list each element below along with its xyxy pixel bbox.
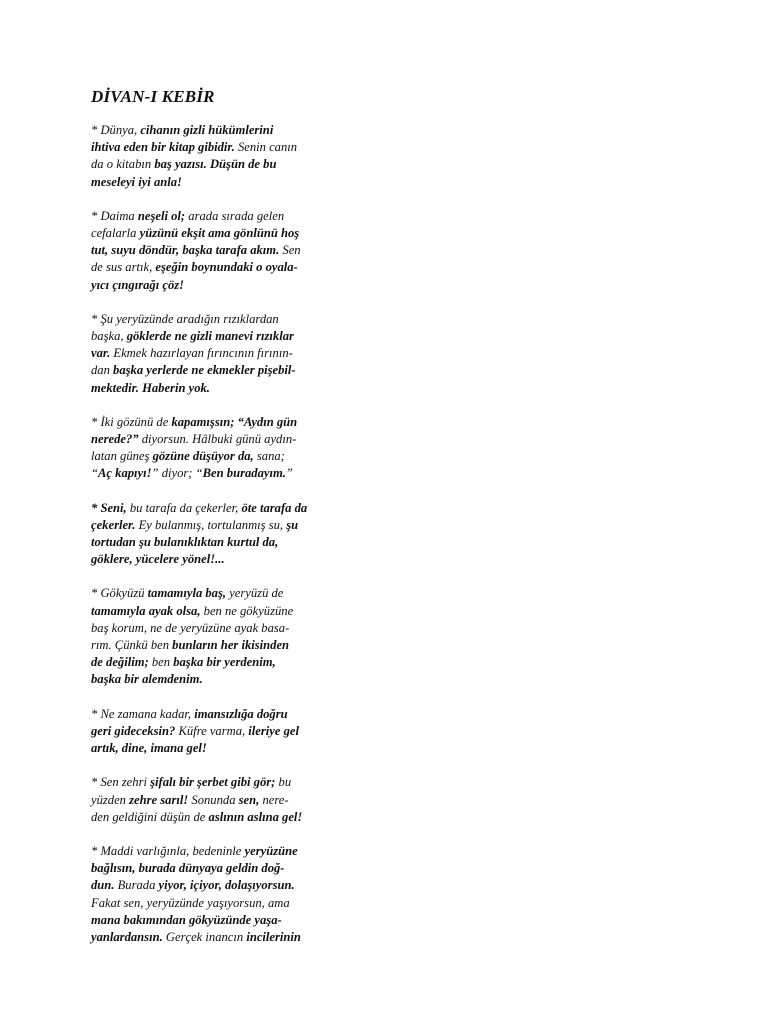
- bold-text: zehre sarıl!: [129, 792, 189, 807]
- regular-text: * İki gözünü de: [91, 414, 172, 429]
- text-line: [91, 259, 371, 276]
- text-line: [91, 156, 371, 173]
- paragraph: [91, 122, 371, 191]
- bold-text: şifalı bir şerbet gibi gör;: [150, 775, 276, 790]
- bold-text: de değilim;: [91, 655, 149, 670]
- regular-text: nere-: [259, 792, 289, 807]
- regular-text: Burada: [114, 878, 159, 893]
- text-line: [91, 380, 371, 397]
- bold-text: öte tarafa da: [241, 500, 308, 515]
- regular-text: Ekmek hazırlayan fırıncının fırının-: [110, 346, 293, 361]
- bold-text: cihanın gizli hükümlerini: [140, 123, 274, 137]
- bold-text: şu: [286, 517, 299, 532]
- bold-text: başka bir yerdenim,: [173, 655, 276, 670]
- text-line: [91, 517, 371, 534]
- bold-text: tamamıyla ayak olsa,: [91, 603, 201, 618]
- regular-text: Ey bulanmış, tortulanmış su,: [135, 517, 287, 532]
- bold-text: başka yerlerde ne ekmekler pişebil-: [113, 363, 296, 378]
- bold-text: gözüne düşüyor da,: [152, 449, 254, 464]
- bold-text: yanlardansın.: [91, 929, 163, 944]
- text-line: [91, 603, 371, 620]
- bold-text: aslının aslına gel!: [208, 809, 303, 824]
- regular-text: * Gökyüzü: [91, 586, 148, 601]
- text-line: [91, 929, 371, 946]
- text-line: [91, 723, 371, 740]
- text-line: [91, 740, 371, 757]
- bold-text: çekerler.: [91, 517, 136, 532]
- bold-text: tut, suyu döndür, başka tarafa akım.: [91, 243, 280, 258]
- bold-text: imansızlığa doğru: [194, 706, 288, 721]
- text-line: [91, 465, 371, 482]
- bold-text: var.: [91, 346, 111, 361]
- text-line: [91, 843, 371, 860]
- bold-text: ihtiva eden bir kitap gibidir.: [91, 140, 235, 155]
- paragraph: [91, 585, 371, 688]
- text-line: [91, 500, 371, 517]
- text-line: [91, 534, 371, 551]
- bold-text: geri gideceksin?: [91, 723, 176, 738]
- text-line: [91, 620, 371, 637]
- regular-text: rım. Çünkü ben: [91, 638, 173, 653]
- document-body: [91, 122, 371, 946]
- text-line: [91, 311, 371, 328]
- text-line: [91, 448, 371, 465]
- bold-text: başka bir alemdenim.: [91, 672, 203, 687]
- text-line: [91, 414, 371, 431]
- regular-text: ben: [148, 655, 174, 670]
- text-line: [91, 277, 371, 294]
- paragraph: [91, 208, 371, 294]
- paragraph: [91, 774, 371, 826]
- text-line: [91, 792, 371, 809]
- document-page: [91, 86, 371, 963]
- regular-text: Fakat sen, yeryüzünde yaşıyorsun, ama: [91, 895, 290, 910]
- text-line: [91, 362, 371, 379]
- bold-text: nerede?”: [91, 432, 139, 447]
- text-line: [91, 122, 371, 139]
- text-line: [91, 774, 371, 791]
- text-line: [91, 671, 371, 688]
- regular-text: ” diyor; “: [151, 466, 203, 481]
- regular-text: de sus artık,: [91, 260, 156, 275]
- text-line: [91, 654, 371, 671]
- regular-text: Senin canın: [234, 140, 298, 155]
- bold-text: sen,: [238, 792, 260, 807]
- bold-text: eşeğin boynundaki o oyala-: [155, 260, 298, 275]
- text-line: [91, 912, 371, 929]
- regular-text: da o kitabın: [91, 157, 155, 172]
- bold-text: yeryüzüne: [244, 843, 298, 858]
- bold-text: Aç kapıyı!: [98, 466, 152, 481]
- bold-text: mektedir. Haberin yok.: [91, 380, 210, 395]
- paragraph: [91, 414, 371, 483]
- bold-text: Ben buradayım.: [202, 466, 286, 481]
- text-line: [91, 225, 371, 242]
- text-line: [91, 860, 371, 877]
- bold-text: yüzünü ekşit ama gönlünü hoş: [139, 226, 300, 241]
- regular-text: * Maddi varlığınla, bedeninle: [91, 843, 245, 858]
- text-line: [91, 345, 371, 362]
- regular-text: başka,: [91, 329, 127, 344]
- text-line: [91, 431, 371, 448]
- regular-text: Sonunda: [188, 792, 239, 807]
- bold-text: * Seni,: [91, 500, 127, 515]
- regular-text: cefalarla: [91, 226, 140, 241]
- regular-text: latan güneş: [91, 449, 153, 464]
- paragraph: [91, 311, 371, 397]
- bold-text: bağlısın, burada dünyaya geldin doğ-: [91, 861, 285, 876]
- bold-text: ileriye gel: [248, 723, 299, 738]
- regular-text: Sen: [279, 243, 301, 258]
- bold-text: bunların her ikisinden: [172, 638, 290, 653]
- regular-text: ben ne gökyüzüne: [200, 603, 294, 618]
- bold-text: yiyor, içiyor, dolaşıyorsun.: [158, 878, 295, 893]
- text-line: [91, 328, 371, 345]
- regular-text: diyorsun. Hâlbuki günü aydın-: [138, 432, 297, 447]
- regular-text: bu: [275, 775, 292, 790]
- regular-text: yüzden: [91, 792, 130, 807]
- text-line: [91, 877, 371, 894]
- bold-text: incilerinin: [246, 929, 301, 944]
- regular-text: “: [91, 466, 99, 481]
- regular-text: * Şu yeryüzünde aradığın rızıklardan: [91, 311, 279, 326]
- paragraph: [91, 500, 371, 569]
- regular-text: den geldiğini düşün de: [91, 809, 209, 824]
- text-line: [91, 208, 371, 225]
- bold-text: kapamışsın; “Aydın gün: [171, 414, 298, 429]
- regular-text: yeryüzü de: [226, 586, 284, 601]
- paragraph: [91, 706, 371, 758]
- regular-text: arada sırada gelen: [185, 208, 285, 223]
- bold-text: göklerde ne gizli manevi rızıklar: [126, 329, 294, 344]
- text-line: [91, 551, 371, 568]
- text-line: [91, 139, 371, 156]
- bold-text: meseleyi iyi anla!: [91, 174, 182, 189]
- document-title: DİVAN-I KEBİR: [91, 87, 215, 106]
- text-line: [91, 637, 371, 654]
- text-line: [91, 174, 371, 191]
- regular-text: Gerçek inancın: [162, 929, 247, 944]
- regular-text: dan: [91, 363, 114, 378]
- bold-text: yıcı çıngırağı çöz!: [91, 277, 185, 292]
- regular-text: ”: [285, 466, 293, 481]
- regular-text: Küfre varma,: [175, 723, 249, 738]
- regular-text: * Sen zehri: [91, 775, 151, 790]
- text-line: [91, 585, 371, 602]
- bold-text: göklere, yücelere yönel!...: [91, 552, 225, 567]
- text-line: [91, 809, 371, 826]
- bold-text: tortudan şu bulanıklıktan kurtul da,: [91, 535, 279, 550]
- regular-text: * Ne zamana kadar,: [91, 706, 195, 721]
- regular-text: bu tarafa da çekerler,: [126, 500, 242, 515]
- bold-text: neşeli ol;: [137, 208, 186, 223]
- paragraph: [91, 843, 371, 946]
- text-line: [91, 242, 371, 259]
- bold-text: dun.: [91, 878, 115, 893]
- regular-text: * Dünya,: [91, 123, 141, 137]
- bold-text: mana bakımından gökyüzünde yaşa-: [91, 912, 282, 927]
- text-line: [91, 706, 371, 723]
- bold-text: artık, dine, imana gel!: [91, 741, 207, 756]
- bold-text: baş yazısı. Düşün de bu: [154, 157, 277, 172]
- text-line: [91, 895, 371, 912]
- regular-text: * Daima: [91, 208, 138, 223]
- regular-text: baş korum, ne de yeryüzüne ayak basa-: [91, 620, 290, 635]
- regular-text: sana;: [253, 449, 285, 464]
- bold-text: tamamıyla baş,: [147, 586, 227, 601]
